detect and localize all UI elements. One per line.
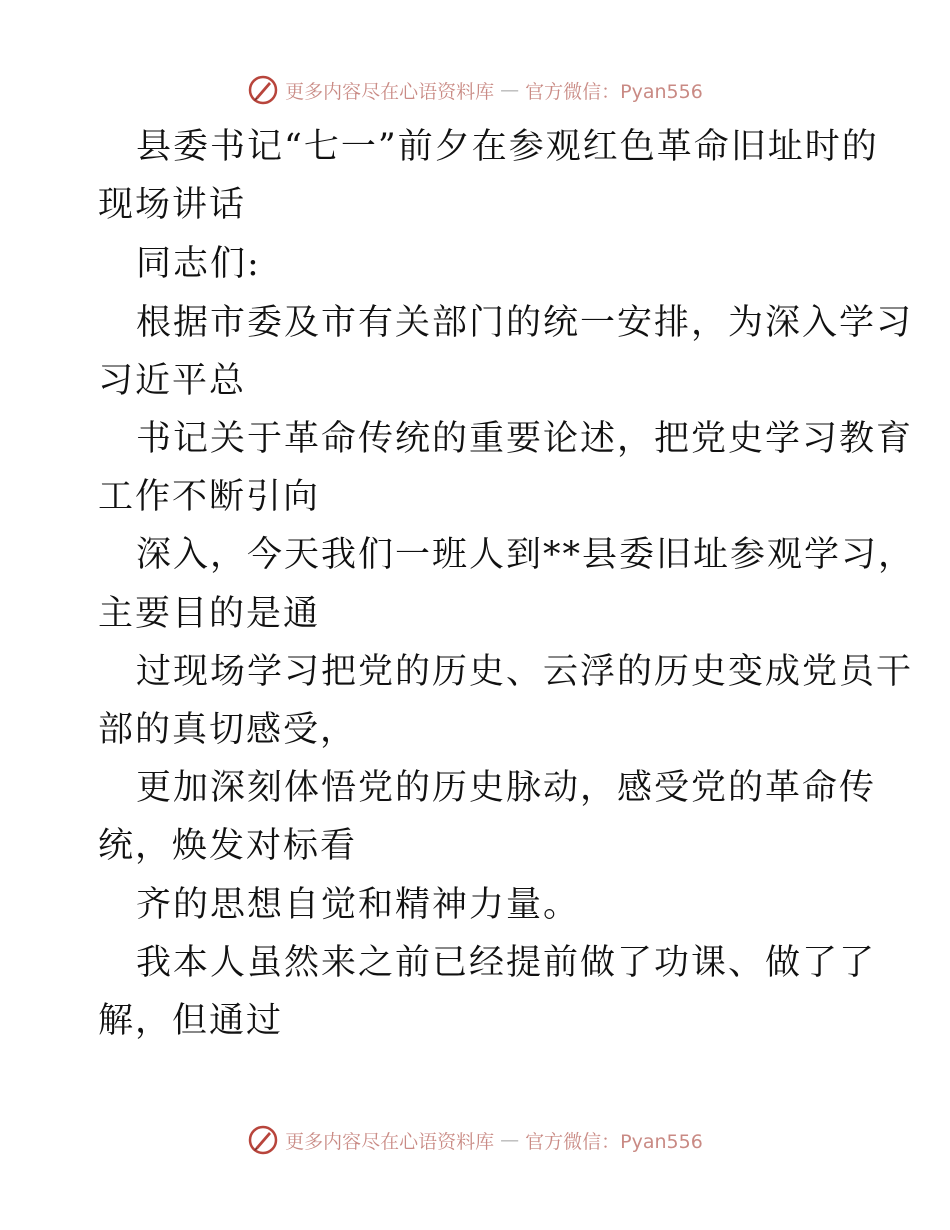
banner-separator: —: [500, 79, 520, 101]
banner-text: 更多内容尽在心语资料库: [285, 1130, 495, 1153]
paragraph-line: 习近平总: [98, 361, 247, 401]
banner-separator: —: [500, 1129, 520, 1151]
quill-logo-icon: [247, 1124, 279, 1156]
header-banner: [0, 70, 950, 110]
paragraph-line: 解，但通过: [98, 1001, 284, 1041]
quill-logo-icon: [247, 74, 279, 106]
paragraph-line: 深入，今天我们一班人到**县委旧址参观学习，: [136, 535, 916, 575]
salutation: 同志们:: [136, 244, 261, 284]
banner-wechat: 官方微信：Pyan556: [525, 80, 703, 103]
paragraph-line: 书记关于革命传统的重要论述，把党史学习教育: [136, 419, 914, 459]
paragraph-line: 齐的思想自觉和精神力量。: [136, 885, 581, 925]
paragraph-line: 我本人虽然来之前已经提前做了功课、做了了: [136, 943, 877, 983]
paragraph-line: 主要目的是通: [98, 594, 321, 634]
banner-wechat: 官方微信：Pyan556: [525, 1130, 703, 1153]
paragraph-line: 根据市委及市有关部门的统一安排，为深入学习: [136, 303, 914, 343]
paragraph-line: 工作不断引向: [98, 477, 321, 517]
document-title-line-2: 现场讲话: [98, 185, 247, 225]
document-title-line-1: 县委书记“七一”前夕在参观红色革命旧址时的: [136, 127, 879, 167]
footer-banner: [0, 1120, 950, 1160]
banner-text: 更多内容尽在心语资料库: [285, 80, 495, 103]
paragraph-line: 统，焕发对标看: [98, 826, 358, 866]
paragraph-line: 过现场学习把党的历史、云浮的历史变成党员干: [136, 652, 914, 692]
paragraph-line: 部的真切感受，: [98, 710, 358, 750]
paragraph-line: 更加深刻体悟党的历史脉动，感受党的革命传: [136, 768, 877, 808]
